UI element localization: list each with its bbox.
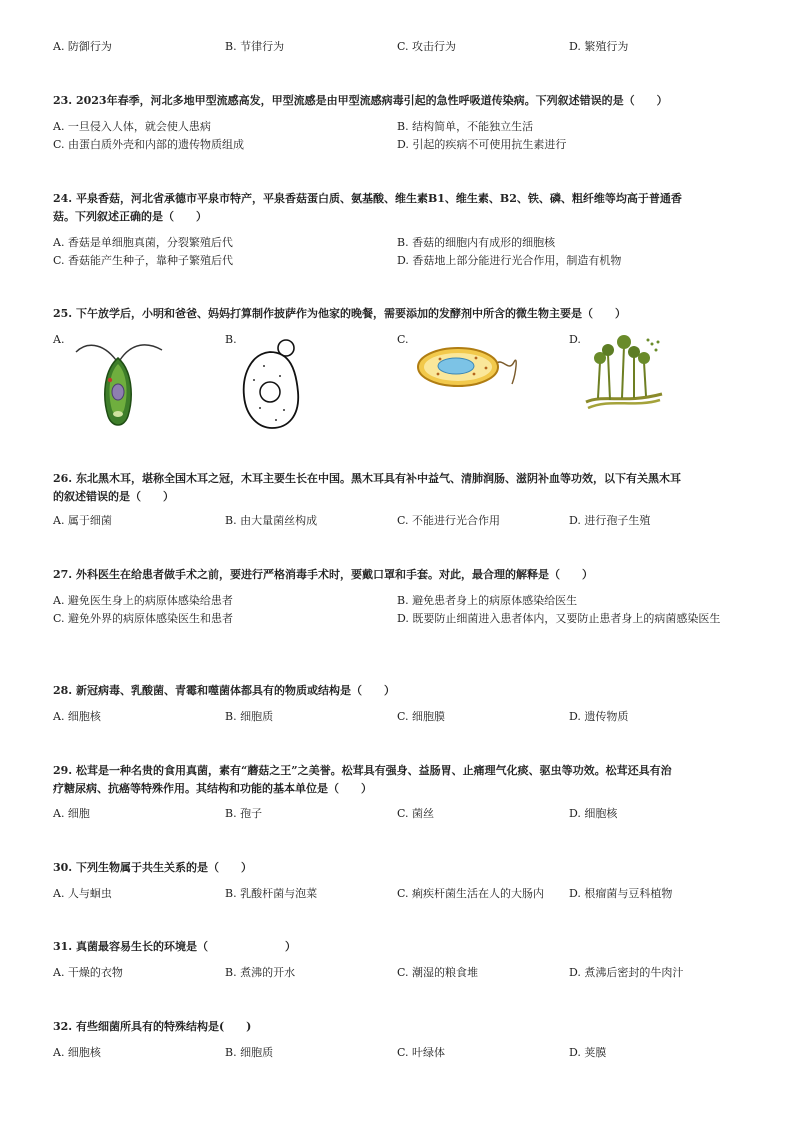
- question-27-stem: 27. 外科医生在给患者做手术之前，要进行严格消毒手术时，要戴口罩和手套。对此，最合理的解释是（ ）: [53, 568, 593, 581]
- q30-option-d: D. 根瘤菌与豆科植物: [569, 887, 673, 900]
- q27-option-a: A. 避免医生身上的病原体感染给患者: [53, 594, 233, 607]
- q32-option-d: D. 荚膜: [569, 1046, 607, 1059]
- q24-option-d: D. 香菇地上部分能进行光合作用，制造有机物: [397, 254, 622, 267]
- q27-option-c: C. 避免外界的病原体感染医生和患者: [53, 612, 234, 625]
- question-25-stem: 25. 下午放学后，小明和爸爸、妈妈打算制作披萨作为他家的晚餐，需要添加的发酵剂中所含的微生物主要是（ ）: [53, 307, 626, 320]
- q25-option-d-label: D.: [569, 333, 581, 346]
- question-26-stem-line1: 26. 东北黑木耳，堪称全国木耳之冠，木耳主要生长在中国。黑木耳具有补中益气、清肺润肠、滋阴补血等功效，以下有关黑木耳: [53, 472, 681, 485]
- question-29-stem-line2: 疗糖尿病、抗癌等特殊作用。其结构和功能的基本单位是（ ）: [53, 782, 372, 795]
- yeast-illustration: [240, 336, 302, 430]
- bacterium-illustration: [416, 344, 520, 390]
- q23-option-b: B. 结构简单，不能独立生活: [397, 120, 534, 133]
- q23-option-c: C. 由蛋白质外壳和内部的遗传物质组成: [53, 138, 245, 151]
- q30-option-a: A. 人与蛔虫: [53, 887, 112, 900]
- q29-option-b: B. 孢子: [225, 807, 263, 820]
- q32-option-c: C. 叶绿体: [397, 1046, 446, 1059]
- q31-option-a: A. 干燥的衣物: [53, 966, 123, 979]
- q22-option-d: D. 繁殖行为: [569, 40, 629, 53]
- q26-option-c: C. 不能进行光合作用: [397, 514, 501, 527]
- q26-option-a: A. 属于细菌: [53, 514, 112, 527]
- q25-option-a-label: A.: [53, 333, 65, 346]
- q22-option-c: C. 攻击行为: [397, 40, 457, 53]
- q24-option-b: B. 香菇的细胞内有成形的细胞核: [397, 236, 556, 249]
- q28-option-d: D. 遗传物质: [569, 710, 629, 723]
- q23-option-a: A. 一旦侵入人体，就会使人患病: [53, 120, 211, 133]
- q24-option-a: A. 香菇是单细胞真菌，分裂繁殖后代: [53, 236, 233, 249]
- chlamydomonas-illustration: [72, 336, 168, 432]
- question-24-stem-line1: 24. 平泉香菇，河北省承德市平泉市特产，平泉香菇蛋白质、氨基酸、维生素B1、维生素、B2、铁、磷、粗纤维等均高于普通香: [53, 192, 682, 205]
- q32-option-a: A. 细胞核: [53, 1046, 101, 1059]
- q32-option-b: B. 细胞质: [225, 1046, 274, 1059]
- question-24-stem-line2: 菇。下列叙述正确的是（ ）: [53, 210, 207, 223]
- question-23-stem: 23. 2023年春季，河北多地甲型流感高发，甲型流感是由甲型流感病毒引起的急性呼吸道传染病。下列叙述错误的是（ ）: [53, 94, 668, 107]
- q28-option-b: B. 细胞质: [225, 710, 274, 723]
- question-32-stem: 32. 有些细菌所具有的特殊结构是( ): [53, 1020, 252, 1033]
- q27-option-d: D. 既要防止细菌进入患者体内，又要防止患者身上的病菌感染医生: [397, 612, 721, 625]
- question-30-stem: 30. 下列生物属于共生关系的是（ ）: [53, 861, 252, 874]
- q30-option-b: B. 乳酸杆菌与泡菜: [225, 887, 318, 900]
- question-26-stem-line2: 的叙述错误的是（ ）: [53, 490, 174, 503]
- question-29-stem-line1: 29. 松茸是一种名贵的食用真菌，素有“蘑菇之王”之美誉。松茸具有强身、益肠胃、止痛理气化痰、驱虫等功效。松茸还具有治: [53, 764, 672, 777]
- q31-option-d: D. 煮沸后密封的牛肉汁: [569, 966, 684, 979]
- q26-option-d: D. 进行孢子生殖: [569, 514, 651, 527]
- q27-option-b: B. 避免患者身上的病原体感染给医生: [397, 594, 578, 607]
- q22-option-a: A. 防御行为: [53, 40, 112, 53]
- q30-option-c: C. 痢疾杆菌生活在人的大肠内: [397, 887, 545, 900]
- q29-option-c: C. 菌丝: [397, 807, 435, 820]
- q31-option-b: B. 煮沸的开水: [225, 966, 296, 979]
- question-31-stem: 31. 真菌最容易生长的环境是（ ）: [53, 940, 296, 953]
- q22-option-b: B. 节律行为: [225, 40, 285, 53]
- q31-option-c: C. 潮湿的粮食堆: [397, 966, 479, 979]
- q29-option-d: D. 细胞核: [569, 807, 618, 820]
- q25-option-c-label: C.: [397, 333, 409, 346]
- question-28-stem: 28. 新冠病毒、乳酸菌、青霉和噬菌体都具有的物质或结构是（ ）: [53, 684, 395, 697]
- q24-option-c: C. 香菇能产生种子，靠种子繁殖后代: [53, 254, 234, 267]
- q26-option-b: B. 由大量菌丝构成: [225, 514, 318, 527]
- q23-option-d: D. 引起的疾病不可使用抗生素进行: [397, 138, 567, 151]
- q25-option-b-label: B.: [225, 333, 237, 346]
- q29-option-a: A. 细胞: [53, 807, 90, 820]
- q28-option-a: A. 细胞核: [53, 710, 101, 723]
- q28-option-c: C. 细胞膜: [397, 710, 446, 723]
- mold-illustration: [584, 332, 664, 410]
